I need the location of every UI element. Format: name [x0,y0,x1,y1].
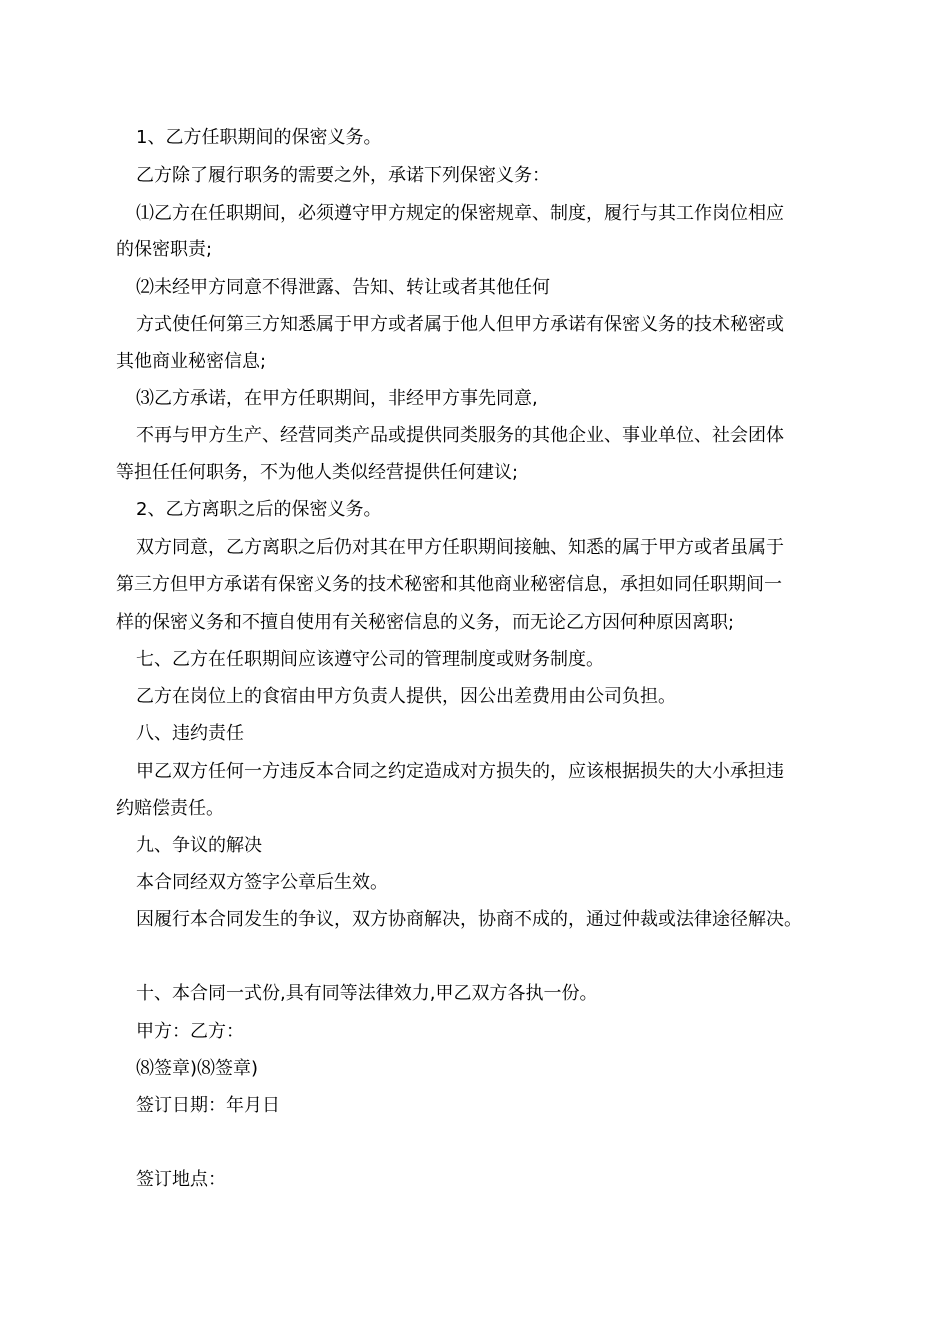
section-heading: 九、争议的解决 [136,835,262,856]
text-line: 七、乙方在任职期间应该遵守公司的管理制度或财务制度。 [136,649,604,670]
text-line: 甲乙双方任何一方违反本合同之约定造成对方损失的，应该根据损失的大小承担违 [136,761,784,782]
text-line: ⑵未经甲方同意不得泄露、告知、转让或者其他任何 [136,277,550,298]
text-line: 乙方在岗位上的食宿由甲方负责人提供，因公出差费用由公司负担。 [136,686,676,707]
signature-parties: 甲方：乙方： [136,1021,244,1042]
text-line: 样的保密义务和不擅自使用有关秘密信息的义务，而无论乙方因何种原因离职; [116,612,735,633]
text-line: 方式使任何第三方知悉属于甲方或者属于他人但甲方承诺有保密义务的技术秘密或 [136,314,784,335]
text-line: ⑶乙方承诺，在甲方任职期间，非经甲方事先同意, [136,388,538,409]
text-line: ⑴乙方在任职期间，必须遵守甲方规定的保密规章、制度，履行与其工作岗位相应 [136,203,784,224]
text-line: 因履行本合同发生的争议，双方协商解决，协商不成的，通过仲裁或法律途径解决。 [136,909,802,930]
text-line: 的保密职责; [116,239,213,260]
signing-place: 签订地点： [136,1169,226,1190]
text-line: 双方同意，乙方离职之后仍对其在甲方任职期间接触、知悉的属于甲方或者虽属于 [136,537,784,558]
text-line: 2、乙方离职之后的保密义务。 [136,499,382,520]
text-line: 不再与甲方生产、经营同类产品或提供同类服务的其他企业、事业单位、社会团体 [136,425,784,446]
text-line: 其他商业秘密信息; [116,351,267,372]
text-line: 乙方除了履行职务的需要之外，承诺下列保密义务： [136,165,550,186]
signing-date: 签订日期：年月日 [136,1095,280,1116]
text-line: 1、乙方任职期间的保密义务。 [136,127,382,148]
section-heading: 八、违约责任 [136,723,244,744]
signature-stamps: ⑻签章)⑻签章) [136,1058,259,1079]
text-line: 等担任任何职务，不为他人类似经营提供任何建议; [116,462,519,483]
text-line: 第三方但甲方承诺有保密义务的技术秘密和其他商业秘密信息，承担如同任职期间一 [116,574,782,595]
text-line: 约赔偿责任。 [116,798,224,819]
text-line: 本合同经双方签字公章后生效。 [136,872,388,893]
text-line: 十、本合同一式份,具有同等法律效力,甲乙双方各执一份。 [136,983,598,1004]
